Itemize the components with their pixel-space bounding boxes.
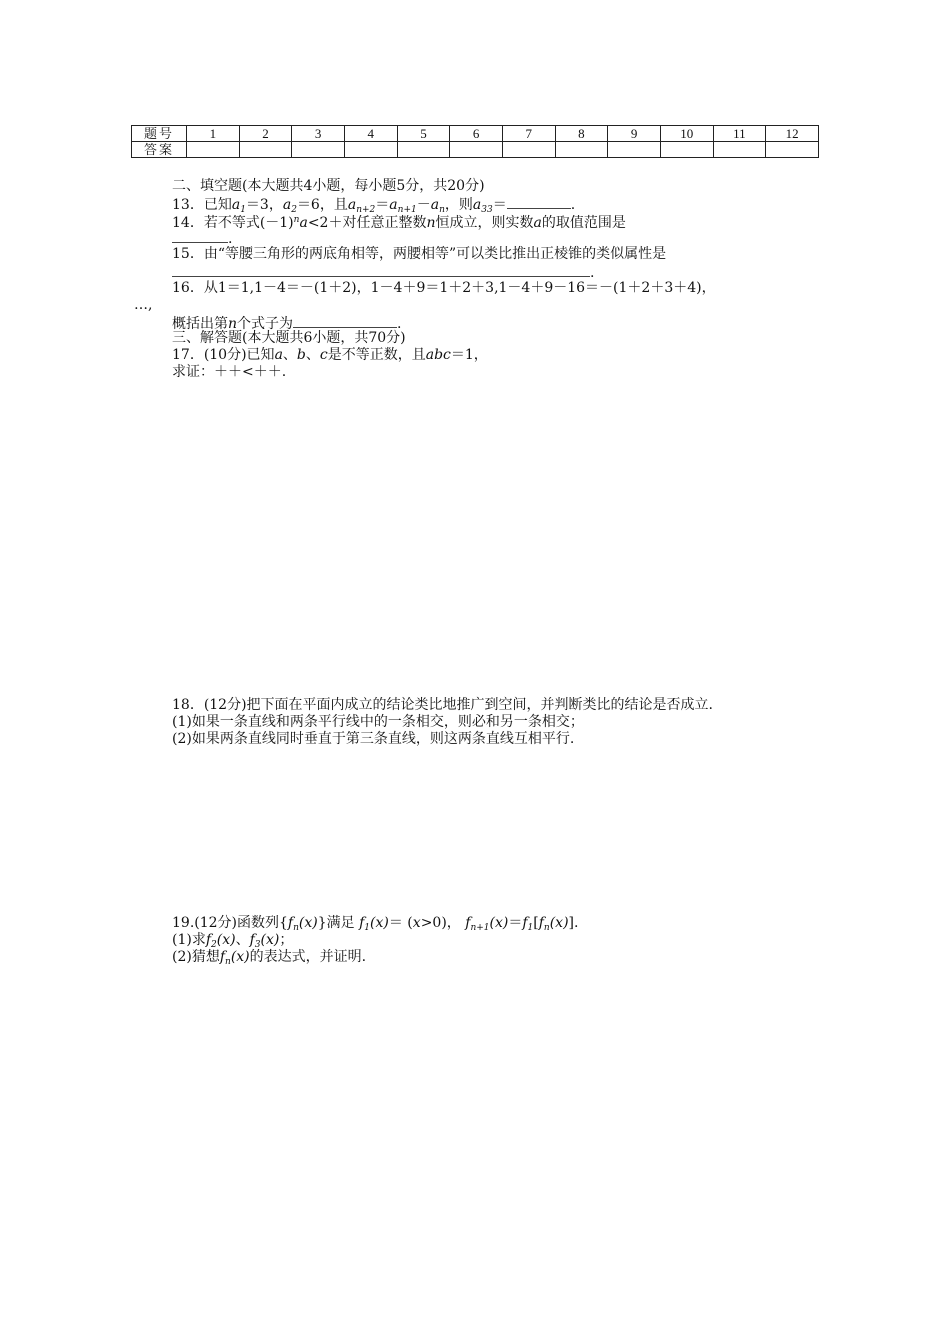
table-row xyxy=(132,126,819,142)
question-13: 13．已知$a_1=3$，$a_2=6$，且$a_{n+2}=a_{n+1}-a_n$，则$a_{33}=$ . xyxy=(172,197,576,215)
question-16-ellipsis: …, xyxy=(134,297,153,313)
table-cell: 2 xyxy=(239,126,292,142)
question-14-blank-line: . xyxy=(172,229,232,247)
answer-blank[interactable] xyxy=(293,314,397,328)
answer-cell[interactable] xyxy=(292,142,345,158)
question-19: 19.(12分)函数列$\{f_n(x)\}$满足 $f_1(x)= (x>0)$， $f_{n+1}(x)=f_1[f_n(x)]$. xyxy=(172,915,579,933)
section-heading-fill-in: 二、填空题(本大题共4小题，每小题5分，共20分) xyxy=(172,178,485,194)
answer-cell[interactable] xyxy=(187,142,240,158)
question-15-blank-line: . xyxy=(172,263,594,281)
table-cell: 8 xyxy=(555,126,608,142)
answer-cell[interactable] xyxy=(450,142,503,158)
answer-cell[interactable] xyxy=(239,142,292,158)
table-cell: 10 xyxy=(660,126,713,142)
table-cell: 4 xyxy=(344,126,397,142)
table-cell: 11 xyxy=(713,126,766,142)
question-19-part-2: (2)猜想$f_n(x)$的表达式，并证明. xyxy=(172,949,367,967)
table-header-answer: 答案 xyxy=(132,142,187,158)
section-heading-solutions: 三、解答题(本大题共6小题，共70分) xyxy=(172,330,406,346)
question-15: 15．由“等腰三角形的两底角相等，两腰相等”可以类比推出正棱锥的类似属性是 xyxy=(172,246,667,262)
question-14: 14．若不等式$(-1)^na<2+$对任意正整数n恒成立，则实数a的取值范围是 xyxy=(172,215,626,231)
answer-cell[interactable] xyxy=(608,142,661,158)
question-19-part-1: (1)求$f_2(x)$、$f_3(x)$； xyxy=(172,932,294,950)
answer-cell[interactable] xyxy=(713,142,766,158)
table-cell: 3 xyxy=(292,126,345,142)
question-18-part-1: (1)如果一条直线和两条平行线中的一条相交，则必和另一条相交； xyxy=(172,714,584,730)
table-cell: 1 xyxy=(187,126,240,142)
answer-cell[interactable] xyxy=(766,142,819,158)
table-cell: 6 xyxy=(450,126,503,142)
question-16-prompt: 概括出第n个式子为 . xyxy=(172,316,402,332)
table-header-number: 题号 xyxy=(132,126,187,142)
answer-cell[interactable] xyxy=(397,142,450,158)
answer-cell[interactable] xyxy=(502,142,555,158)
answer-cell[interactable] xyxy=(660,142,713,158)
question-17: 17．(10分)已知a、b、c是不等正数，且abc＝1， xyxy=(172,347,488,363)
answer-blank[interactable] xyxy=(172,229,228,243)
question-18-part-2: (2)如果两条直线同时垂直于第三条直线，则这两条直线互相平行. xyxy=(172,731,575,747)
table-cell: 7 xyxy=(502,126,555,142)
answer-blank[interactable] xyxy=(172,263,590,277)
question-17-prove: 求证：＋＋<＋＋. xyxy=(172,364,287,380)
question-16: 16．从1＝1,1－4＝－(1＋2)，1－4＋9＝1＋2＋3,1－4＋9－16＝－(1＋2＋3＋4)， xyxy=(172,280,716,296)
answer-table xyxy=(131,125,819,158)
answer-cell[interactable] xyxy=(555,142,608,158)
question-18: 18．(12分)把下面在平面内成立的结论类比地推广到空间，并判断类比的结论是否成立. xyxy=(172,697,714,713)
answer-blank[interactable] xyxy=(507,195,571,209)
table-row xyxy=(132,142,819,158)
table-cell: 9 xyxy=(608,126,661,142)
answer-cell[interactable] xyxy=(344,142,397,158)
table-cell: 5 xyxy=(397,126,450,142)
table-cell: 12 xyxy=(766,126,819,142)
